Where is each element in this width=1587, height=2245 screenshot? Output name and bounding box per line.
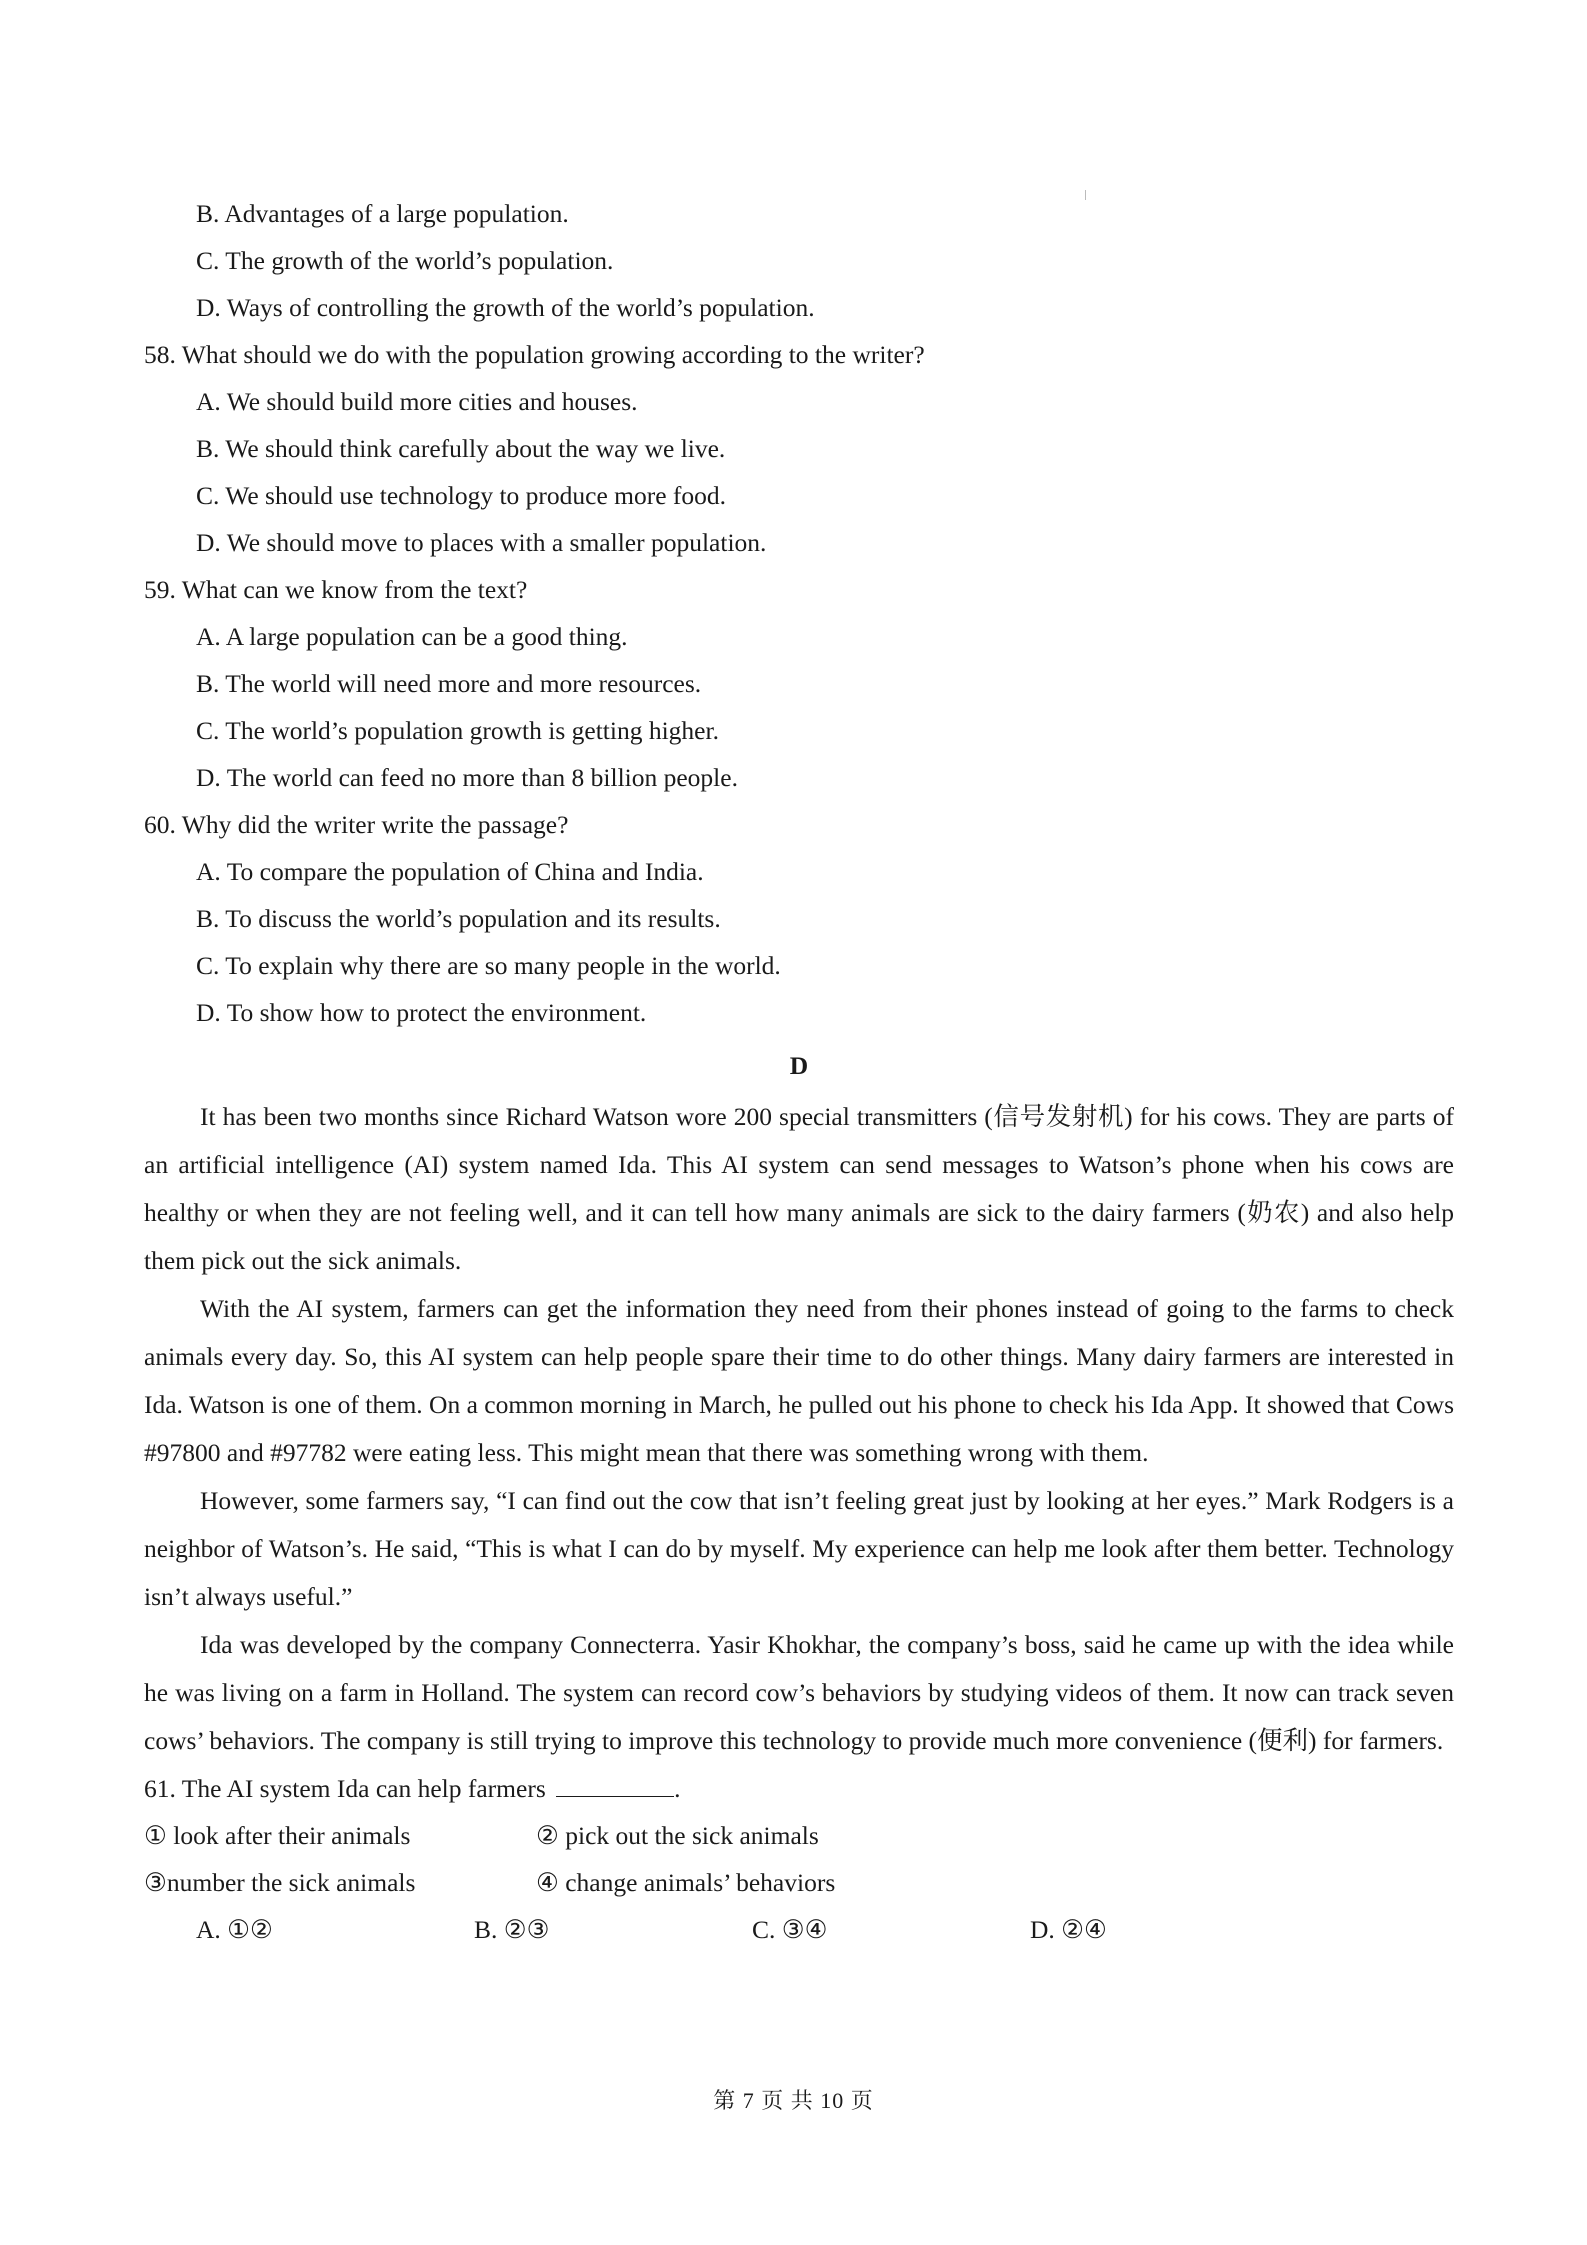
question-61 bbox=[144, 1765, 1454, 1953]
choice-item-2: ② pick out the sick animals bbox=[536, 1821, 819, 1850]
passage-paragraph-2: With the AI system, farmers can get the information they need from their phones instead of going to the farms to check animals every day. So, this AI system can help people spare their time to do other things. Many dairy farmers are interested in Ida. Watson is one of them. On a common morning in March, he pulled out his phone to check his Ida App. It showed that Cows #97800 and #97782 were eating less. This might mean that there was something wrong with them. bbox=[144, 1294, 1454, 1467]
question-stem: 61. The AI system Ida can help farmers bbox=[144, 1774, 546, 1803]
exam-page-body bbox=[144, 190, 1454, 1953]
reading-passage bbox=[144, 1093, 1454, 1765]
option-b: B. To discuss the world’s population and its results. bbox=[196, 904, 721, 933]
passage-paragraph-4: Ida was developed by the company Connecterra. Yasir Khokhar, the company’s boss, said he came up with the idea while he was living on a farm in Holland. The system can record cow’s behaviors by studying videos of them. It now can track seven cows’ behaviors. The company is still trying to improve this technology to provide much more convenience (便利) for farmers. bbox=[144, 1630, 1454, 1755]
option-b: B. The world will need more and more resources. bbox=[196, 669, 702, 698]
option-a: A. ①② bbox=[196, 1915, 273, 1944]
option-c: C. We should use technology to produce more food. bbox=[196, 481, 727, 510]
choice-items-row-1 bbox=[144, 1812, 1454, 1859]
choice-items-row-2 bbox=[144, 1859, 1454, 1906]
passage-paragraph-3: However, some farmers say, “I can find out the cow that isn’t feeling great just by looking at her eyes.” Mark Rodgers is a neighbor of Watson’s. He said, “This is what I can do by myself. My experience can help me look after them better. Technology isn’t always useful.” bbox=[144, 1486, 1454, 1611]
choice-item-1: ① look after their animals bbox=[144, 1821, 411, 1850]
option-c: C. To explain why there are so many people in the world. bbox=[196, 951, 781, 980]
option-b: B. Advantages of a large population. bbox=[196, 199, 569, 228]
option-d: D. ②④ bbox=[1030, 1915, 1107, 1944]
option-c: C. ③④ bbox=[752, 1915, 828, 1944]
option-d: D. The world can feed no more than 8 billion people. bbox=[196, 763, 738, 792]
option-d: D. We should move to places with a smaller population. bbox=[196, 528, 767, 557]
option-c: C. The world’s population growth is getting higher. bbox=[196, 716, 719, 745]
option-d: D. Ways of controlling the growth of the world’s population. bbox=[196, 293, 815, 322]
answer-options bbox=[144, 1906, 1454, 1953]
question-60 bbox=[144, 801, 1454, 1036]
question-text: 60. Why did the writer write the passage? bbox=[144, 810, 569, 839]
question-text: 58. What should we do with the population growing according to the writer? bbox=[144, 340, 925, 369]
question-58 bbox=[144, 331, 1454, 566]
option-a: A. A large population can be a good thing. bbox=[196, 622, 628, 651]
section-heading: D bbox=[789, 1051, 809, 1080]
option-b: B. We should think carefully about the way we live. bbox=[196, 434, 726, 463]
option-b: B. ②③ bbox=[474, 1915, 550, 1944]
option-c: C. The growth of the world’s population. bbox=[196, 246, 614, 275]
passage-paragraph-1: It has been two months since Richard Watson wore 200 special transmitters (信号发射机) for his cows. They are parts of an artificial intelligence (AI) system named Ida. This AI system can send messages to Watson’s phone when his cows are healthy or when they are not feeling well, and it can tell how many animals are sick to the dairy farmers (奶农) and also help them pick out the sick animals. bbox=[144, 1102, 1454, 1275]
choice-item-4: ④ change animals’ behaviors bbox=[536, 1868, 836, 1897]
question-59 bbox=[144, 566, 1454, 801]
option-d: D. To show how to protect the environment. bbox=[196, 998, 647, 1027]
option-a: A. To compare the population of China and India. bbox=[196, 857, 704, 886]
option-a: A. We should build more cities and houses. bbox=[196, 387, 638, 416]
question-text bbox=[144, 1765, 1454, 1812]
page-footer: 第 7 页 共 10 页 bbox=[713, 2088, 874, 2113]
question-text: 59. What can we know from the text? bbox=[144, 575, 528, 604]
question-period: . bbox=[674, 1774, 681, 1803]
choice-item-3: ③number the sick animals bbox=[144, 1868, 416, 1897]
q57-options bbox=[144, 190, 1454, 331]
answer-blank bbox=[556, 1770, 674, 1797]
